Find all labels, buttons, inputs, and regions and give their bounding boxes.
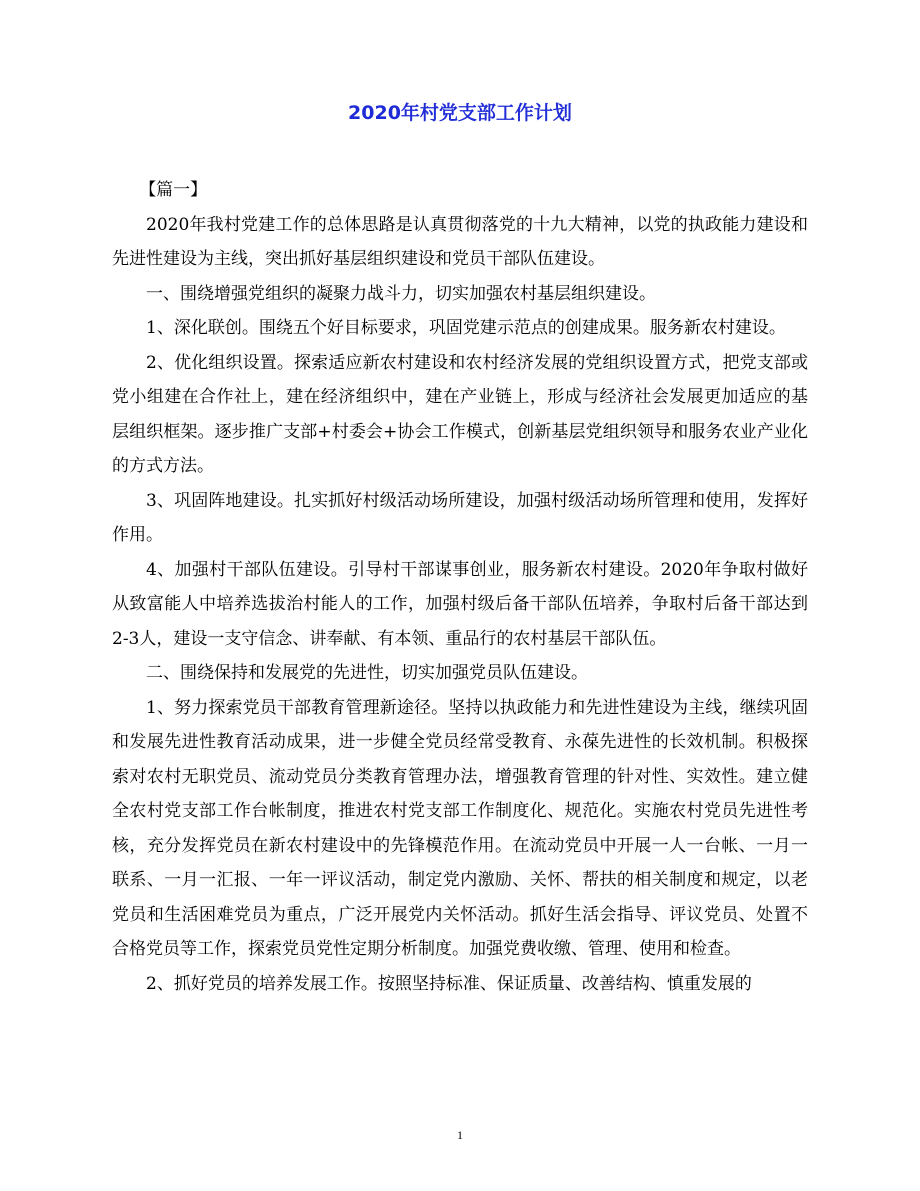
paragraph-item-1-4: 4、加强村干部队伍建设。引导村干部谋事创业，服务新农村建设。2020年争取村做好从致富能人中培养选拔治村能人的工作，加强村级后备干部队伍培养，争取村后备干部达到2-3人，建设一支守信念、讲奉献、有本领、重品行的农村基层干部队伍。 [112,559,808,649]
paragraph-item-2-2: 2、抓好党员的培养发展工作。按照坚持标准、保证质量、改善结构、慎重发展的 [146,973,752,994]
paragraph-heading-2: 二、围绕保持和发展党的先进性，切实加强党员队伍建设。 [146,663,588,683]
paragraph-item-1-1: 1、深化联创。围绕五个好目标要求，巩固党建示范点的创建成果。服务新农村建设。 [146,318,786,338]
document-body [112,173,808,1001]
document-title: 2020年村党支部工作计划 [348,102,572,124]
paragraph-heading-1: 一、围绕增强党组织的凝聚力战斗力，切实加强农村基层组织建设。 [146,283,656,304]
page-number: 1 [457,1128,463,1142]
paragraph-item-2-1: 1、努力探索党员干部教育管理新途径。坚持以执政能力和先进性建设为主线，继续巩固和发展先进性教育活动成果，进一步健全党员经常受教育、永葆先进性的长效机制。积极探索对农村无职党员、流动党员分类教育管理办法，增强教育管理的针对性、实效性。建立健全农村党支部工作台帐制度，推进农村党支部工作制度化、规范化。实施农村党员先进性考核，充分发挥党员在新农村建设中的先锋模范作用。在流动党员中开展一人一台帐、一月一联系、一月一汇报、一年一评议活动，制定党内激励、关怀、帮扶的相关制度和规定，以老党员和生活困难党员为重点，广泛开展党内关怀活动。抓好生活会指导、评议党员、处置不合格党员等工作，探索党员党性定期分析制度。加强党费收缴、管理、使用和检查。 [112,697,808,959]
paragraph-item-1-2: 2、优化组织设置。探索适应新农村建设和农村经济发展的党组织设置方式，把党支部或党小组建在合作社上，建在经济组织中，建在产业链上，形成与经济社会发展更加适应的基层组织框架。逐步推广支部+村委会+协会工作模式，创新基层党组织领导和服务农业产业化的方式方法。 [112,352,808,476]
paragraph-item-1-3: 3、巩固阵地建设。扎实抓好村级活动场所建设，加强村级活动场所管理和使用，发挥好作用。 [112,490,808,545]
section-label: 【篇一】 [139,180,208,200]
paragraph-intro: 2020年我村党建工作的总体思路是认真贯彻落党的十九大精神，以党的执政能力建设和先进性建设为主线，突出抓好基层组织建设和党员干部队伍建设。 [112,214,808,269]
